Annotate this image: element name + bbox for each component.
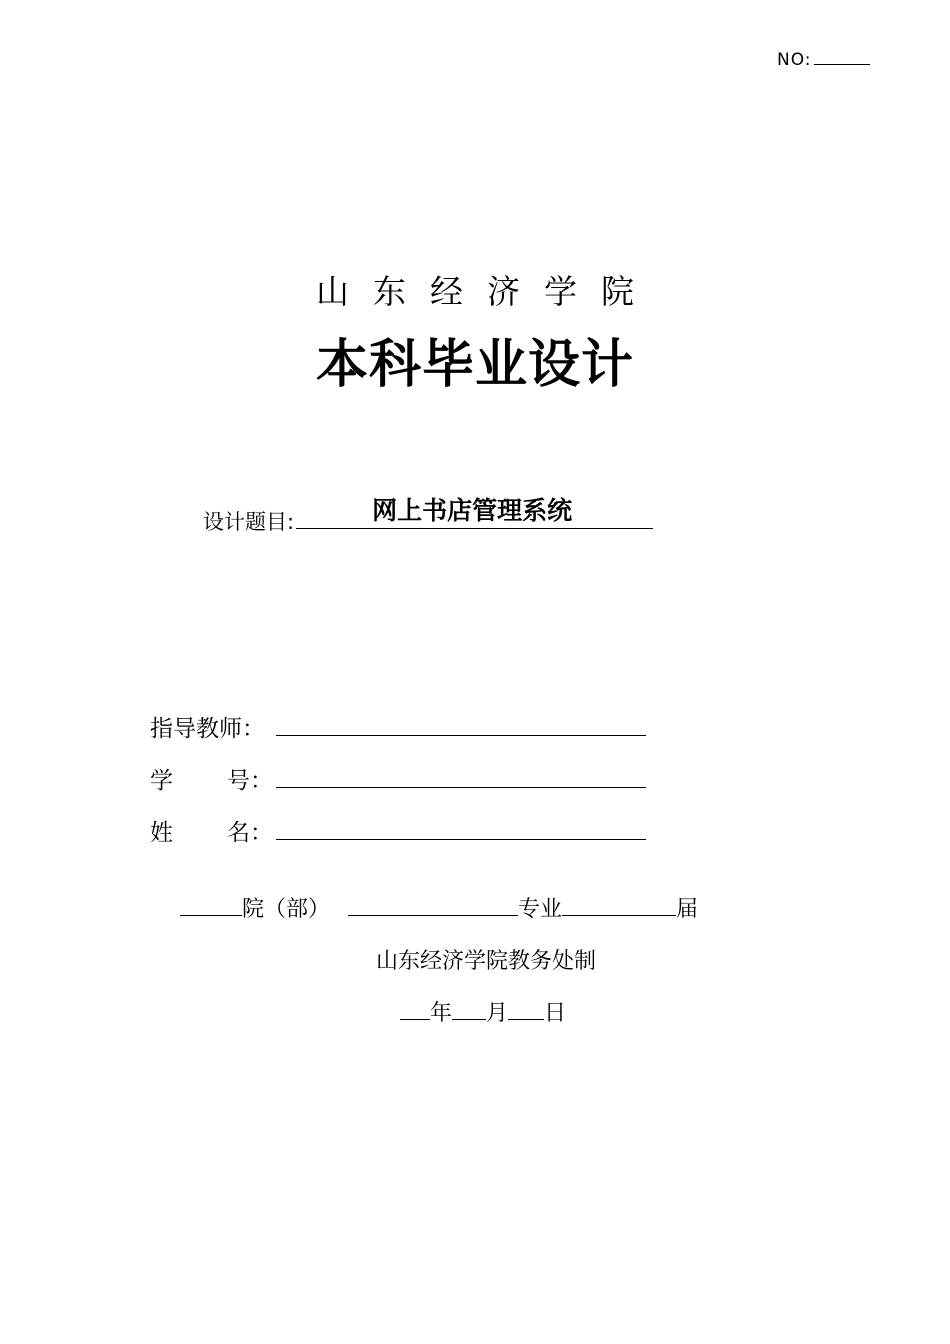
issuer-text: 山东经济学院教务处制	[375, 949, 596, 974]
month-field[interactable]	[452, 997, 486, 1020]
department-field[interactable]	[180, 893, 242, 916]
design-topic-row	[203, 496, 653, 536]
department-label: 院（部）	[242, 897, 331, 922]
design-topic-field[interactable]	[296, 496, 653, 529]
department-row	[180, 892, 698, 923]
student-id-row	[150, 762, 646, 795]
advisor-label: 指导教师：	[150, 716, 265, 742]
label-colon: ：	[250, 820, 273, 846]
label-colon: ：	[250, 768, 273, 794]
major-field[interactable]	[348, 893, 518, 916]
student-id-field[interactable]	[276, 765, 646, 788]
class-year-label: 届	[676, 897, 699, 922]
document-number-label: NO:	[777, 50, 812, 70]
student-id-label	[150, 762, 276, 795]
student-name-label-char: 名	[227, 820, 250, 846]
page-title: 本科毕业设计	[315, 335, 634, 395]
document-number-blank[interactable]	[814, 48, 870, 65]
student-name-field[interactable]	[276, 817, 646, 840]
day-field[interactable]	[508, 997, 544, 1020]
student-name-row	[150, 814, 646, 847]
student-id-label-char: 学	[150, 768, 173, 794]
date-row	[400, 996, 566, 1027]
student-id-label-char: 号	[227, 768, 250, 794]
document-number	[777, 48, 870, 70]
class-year-field[interactable]	[562, 893, 676, 916]
student-name-label	[150, 814, 276, 847]
advisor-row	[150, 710, 646, 743]
advisor-field[interactable]	[276, 713, 646, 736]
year-field[interactable]	[400, 997, 430, 1020]
student-name-label-char: 姓	[150, 820, 173, 846]
design-topic-label: 设计题目:	[203, 510, 295, 534]
day-unit: 日	[544, 1001, 567, 1026]
design-topic-value: 网上书店管理系统	[372, 496, 573, 525]
school-name: 山东经济学院	[316, 272, 658, 311]
year-unit: 年	[430, 1001, 453, 1026]
month-unit: 月	[486, 1001, 509, 1026]
major-label: 专业	[518, 897, 563, 922]
